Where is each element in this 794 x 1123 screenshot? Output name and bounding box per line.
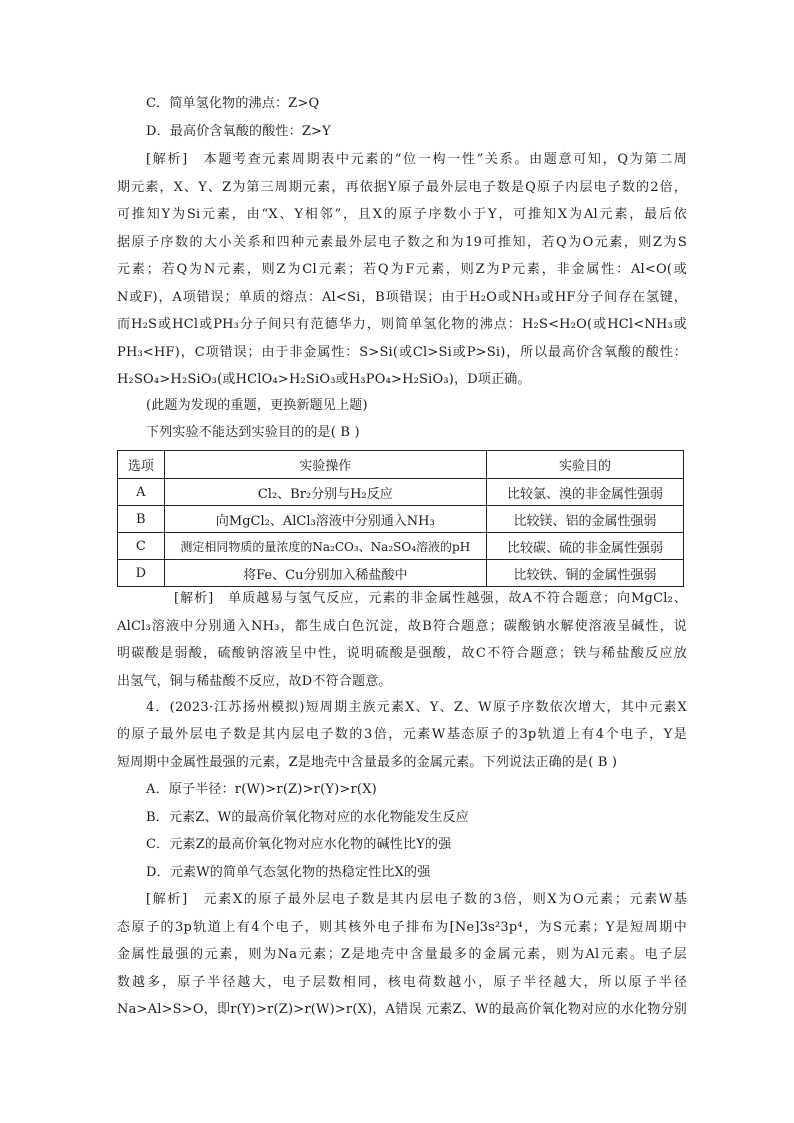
table-cell: 比较镁、铝的金属性强弱 bbox=[486, 506, 683, 533]
table-header-row bbox=[118, 451, 684, 479]
analysis-line: 据原子序数的大小关系和四种元素最外层电子数之和为19可推知，若Q为O元素，则Z为S bbox=[117, 235, 687, 250]
table-cell: 将Fe、Cu分别加入稀盐酸中 bbox=[164, 560, 486, 587]
table-row bbox=[118, 560, 684, 587]
analysis-line: 元素；若Q为N元素，则Z为Cl元素；若Q为F元素，则Z为P元素，非金属性：Al<O(或 bbox=[117, 262, 687, 277]
table-cell: C bbox=[118, 533, 165, 560]
analysis-line: 明碳酸是弱酸，硫酸钠溶液呈中性，说明硫酸是强酸，故C不符合题意；铁与稀盐酸反应放 bbox=[117, 646, 687, 661]
option-d: D．元素W的简单气态氢化物的热稳定性比X的强 bbox=[146, 865, 431, 880]
experiment-table bbox=[117, 450, 684, 587]
option-a: A．原子半径：r(W)>r(Z)>r(Y)>r(X) bbox=[146, 782, 377, 797]
table-cell: 向MgCl₂、AlCl₃溶液中分别通入NH₃ bbox=[164, 506, 486, 533]
table-cell: 比较碳、硫的非金属性强弱 bbox=[486, 533, 683, 560]
analysis-line: 态原子的3p轨道上有4个电子，则其核外电子排布为[Ne]3s²3p⁴，为S元素；Y是短周期中 bbox=[117, 920, 687, 935]
option-d: D．最高价含氧酸的酸性：Z>Y bbox=[146, 124, 331, 139]
table-row bbox=[118, 533, 684, 560]
analysis-line: 而H₂S或HCl或PH₃分子间只有范德华力，则简单氢化物的沸点：H₂S<H₂O(或HCl<NH₃或 bbox=[117, 317, 687, 332]
analysis-line: PH₃<HF)，C项错误；由于非金属性：S>Si(或Cl>Si或P>Si)，所以最高价含氧酸的酸性： bbox=[117, 345, 687, 360]
analysis-line: 出氢气，铜与稀盐酸不反应，故D不符合题意。 bbox=[117, 674, 392, 689]
analysis-line: N或F)，A项错误；单质的熔点：Al<Si，B项错误；由于H₂O或NH₃或HF分子间存在氢键， bbox=[117, 290, 687, 305]
option-c: C．简单氢化物的沸点：Z>Q bbox=[146, 96, 320, 111]
table-cell: A bbox=[118, 479, 165, 506]
analysis-line: [解析] 元素X的原子最外层电子数是其内层电子数的3倍，则X为O元素；元素W基 bbox=[146, 892, 687, 907]
analysis-line: 可推知Y为Si元素，由“X、Y相邻”，且X的原子序数小于Y，可推知X为Al元素，最后依 bbox=[117, 207, 687, 222]
analysis-line: AlCl₃溶液中分别通入NH₃，都生成白色沉淀，故B符合题意；碳酸钠水解使溶液呈碱性，说 bbox=[117, 619, 687, 634]
analysis-line: 数越多，原子半径越大，电子层数相同，核电荷数越小，原子半径越大，所以原子半径 bbox=[117, 975, 687, 990]
table-cell: B bbox=[118, 506, 165, 533]
table-header: 实验操作 bbox=[164, 451, 486, 479]
table-cell: 测定相同物质的量浓度的Na₂CO₃、Na₂SO₄溶液的pH bbox=[164, 533, 486, 560]
question-stem: 4．(2023·江苏扬州模拟)短周期主族元素X、Y、Z、W原子序数依次增大，其中元素X bbox=[146, 700, 687, 715]
table-header: 实验目的 bbox=[486, 451, 683, 479]
table-row bbox=[118, 479, 684, 506]
question-stem: 短周期中金属性最强的元素，Z是地壳中含量最多的金属元素。下列说法正确的是( B ) bbox=[117, 755, 618, 770]
question-stem: 下列实验不能达到实验目的的是( B ) bbox=[146, 425, 360, 440]
analysis-line: Na>Al>S>O，即r(Y)>r(Z)>r(W)>r(X)，A错误 元素Z、W的最高价氧化物对应的水化物分别 bbox=[117, 1002, 687, 1017]
analysis-line: H₂SO₄>H₂SiO₃(或HClO₄>H₂SiO₃或H₃PO₄>H₂SiO₃)，D项正确。 bbox=[117, 372, 531, 387]
analysis-line: 金属性最强的元素，则为Na元素；Z是地壳中含量最多的金属元素，则为Al元素。电子层 bbox=[117, 947, 687, 962]
table-cell: D bbox=[118, 560, 165, 587]
table-cell: 比较铁、铜的金属性强弱 bbox=[486, 560, 683, 587]
analysis-line: [解析] 单质越易与氢气反应，元素的非金属性越强，故A不符合题意；向MgCl₂、 bbox=[174, 591, 687, 606]
table-row bbox=[118, 506, 684, 533]
table-cell: 比较氯、溴的非金属性强弱 bbox=[486, 479, 683, 506]
table-header: 选项 bbox=[118, 451, 165, 479]
question-stem: 的原子最外层电子数是其内层电子数的3倍，元素W基态原子的3p轨道上有4个电子，Y是 bbox=[117, 727, 687, 742]
replacement-note: (此题为发现的重题，更换新题见上题) bbox=[146, 398, 368, 413]
option-b: B．元素Z、W的最高价氧化物对应的水化物能发生反应 bbox=[146, 810, 469, 825]
option-c: C．元素Z的最高价氧化物对应水化物的碱性比Y的强 bbox=[146, 837, 452, 852]
analysis-line: [解析] 本题考查元素周期表中元素的“位一构一性”关系。由题意可知，Q为第二周 bbox=[146, 152, 687, 167]
analysis-line: 期元素，X、Y、Z为第三周期元素，再依据Y原子最外层电子数是Q原子内层电子数的2倍， bbox=[117, 180, 687, 195]
table-cell: Cl₂、Br₂分别与H₂反应 bbox=[164, 479, 486, 506]
